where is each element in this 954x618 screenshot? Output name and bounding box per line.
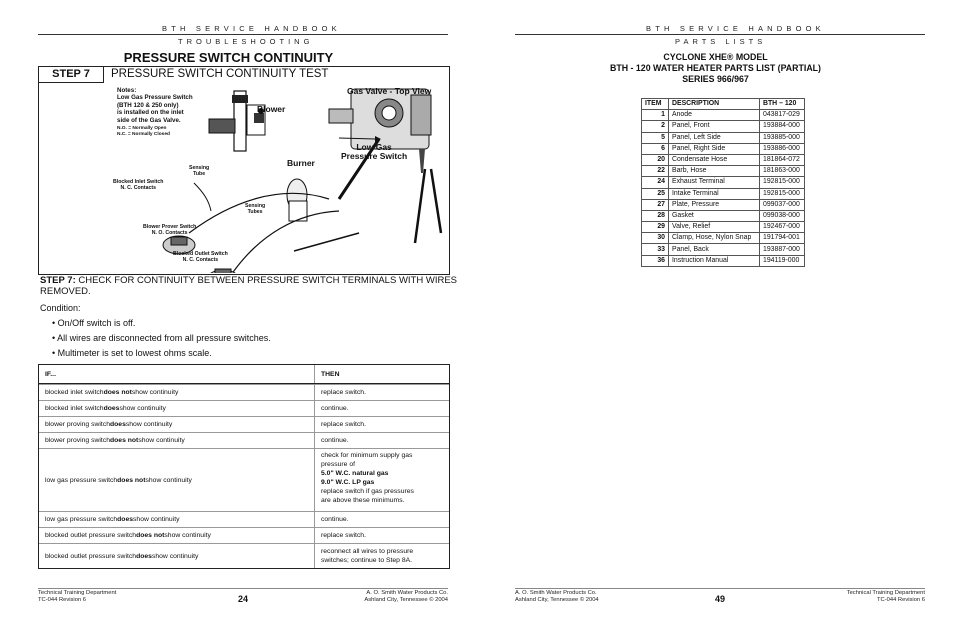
condition-label: Condition: — [40, 303, 81, 313]
description-cell: Valve, Relief — [669, 222, 760, 233]
page-number: 24 — [238, 594, 249, 604]
if-text: show continuity — [151, 552, 199, 560]
page-title: PRESSURE SWITCH CONTINUITY — [123, 50, 334, 65]
header-description: DESCRIPTION — [669, 99, 760, 110]
table-row — [642, 233, 805, 244]
section-header: PARTS LISTS — [675, 37, 767, 46]
header-then: THEN — [321, 370, 340, 378]
table-row — [642, 210, 805, 221]
item-cell: 24 — [642, 177, 669, 188]
blower-prover-line: N. O. Contacts — [151, 230, 188, 236]
blower-prover-label — [143, 224, 196, 236]
table-row — [642, 222, 805, 233]
if-cell — [39, 401, 315, 416]
then-line: are above these minimums. — [321, 497, 405, 504]
table-row — [642, 199, 805, 210]
part-number-cell: 181863-000 — [760, 166, 805, 177]
header-rule — [515, 34, 925, 35]
part-number-cell: 043817-029 — [760, 110, 805, 121]
part-number-cell: 193887-000 — [760, 244, 805, 255]
right-page — [477, 0, 954, 618]
item-cell: 6 — [642, 143, 669, 154]
if-text: show continuity — [131, 389, 179, 396]
if-bold: does — [109, 421, 126, 428]
table-row — [642, 110, 805, 121]
table-row — [39, 527, 449, 543]
if-text: show continuity — [119, 405, 166, 412]
description-cell: Instruction Manual — [669, 255, 760, 266]
footer-line: A. O. Smith Water Products Co. — [515, 590, 597, 596]
parts-list-title — [477, 52, 954, 85]
if-cell — [39, 417, 315, 432]
then-cell — [315, 449, 449, 511]
notes-line: Low Gas Pressure Switch — [117, 94, 193, 102]
footer-line: Ashland City, Tennessee © 2004 — [364, 597, 448, 603]
if-text: blocked inlet switch — [45, 389, 104, 396]
title-line: SERIES 966/967 — [682, 74, 749, 84]
if-bold: does not — [109, 437, 139, 444]
if-bold: does — [136, 552, 152, 560]
item-cell: 20 — [642, 154, 669, 165]
footer-rule — [38, 588, 448, 589]
if-bold: does not — [136, 532, 165, 539]
if-bold: does not — [103, 389, 132, 396]
blocked-inlet-line: N. C. Contacts — [120, 185, 156, 191]
then-cell: continue. — [321, 437, 349, 444]
blocked-inlet-line: Blocked Inlet Switch — [113, 179, 164, 185]
table-row — [39, 416, 449, 432]
description-cell: Exhaust Terminal — [669, 177, 760, 188]
header-bth120: BTH – 120 — [760, 99, 805, 110]
step-label: STEP 7 — [39, 67, 104, 83]
if-text: show continuity — [145, 476, 192, 484]
part-number-cell: 194119-000 — [760, 255, 805, 266]
description-cell: Clamp, Hose, Nylon Snap — [669, 233, 760, 244]
diagram-drawing — [39, 83, 449, 273]
table-row — [642, 255, 805, 266]
if-text: show continuity — [138, 437, 185, 444]
step7-bold: STEP 7: — [40, 275, 76, 286]
handbook-header: BTH SERVICE HANDBOOK — [162, 24, 341, 33]
table-row — [642, 121, 805, 132]
description-cell: Panel, Right Side — [669, 143, 760, 154]
page-number: 49 — [715, 594, 726, 604]
then-line: pressure of — [321, 461, 356, 468]
part-number-cell: 192815-000 — [760, 177, 805, 188]
footer-right — [827, 590, 925, 604]
footer-line: Technical Training Department — [846, 590, 925, 596]
bullet-text: Multimeter is set to lowest ohms scale. — [57, 348, 212, 358]
item-cell: 33 — [642, 244, 669, 255]
if-text: show continuity — [164, 532, 211, 539]
then-line: switches; continue to Step 8A. — [321, 557, 413, 564]
then-line: 5.0" W.C. natural gas — [321, 470, 389, 477]
blower-prover-line: Blower Prover Switch — [143, 224, 197, 230]
then-cell: replace switch. — [321, 389, 366, 396]
blocked-outlet-line: Blocked Outlet Switch — [173, 251, 228, 257]
gas-valve-label: Gas Valve - Top View — [347, 86, 432, 96]
table-row — [642, 132, 805, 143]
footer-rule — [515, 588, 925, 589]
low-gas-line: Pressure Switch — [341, 151, 408, 161]
table-row — [642, 154, 805, 165]
notes-line: is installed on the inlet — [117, 109, 184, 117]
table-row — [39, 543, 449, 568]
description-cell: Anode — [669, 110, 760, 121]
notes-line: Notes: — [117, 87, 137, 94]
if-text: show continuity — [125, 421, 173, 428]
bullet-text: On/Off switch is off. — [57, 318, 136, 328]
item-cell: 30 — [642, 233, 669, 244]
footer-line: Technical Training Department — [38, 590, 117, 596]
sensing-tube-line: Sensing — [189, 165, 210, 171]
blocked-outlet-label — [173, 251, 228, 263]
if-text: low gas pressure switch — [45, 516, 118, 523]
description-cell: Condensate Hose — [669, 154, 760, 165]
step-title: PRESSURE SWITCH CONTINUITY TEST — [111, 68, 329, 80]
footer-left — [515, 590, 599, 604]
part-number-cell: 193885-000 — [760, 132, 805, 143]
blocked-outlet-line: N. C. Contacts — [182, 257, 219, 263]
table-row — [39, 400, 449, 416]
table-row — [642, 244, 805, 255]
title-line: CYCLONE XHE® MODEL — [663, 52, 768, 62]
notes-line: (BTH 120 & 250 only) — [117, 101, 179, 109]
item-cell: 28 — [642, 210, 669, 221]
if-text: blower proving switch — [45, 421, 110, 428]
if-cell — [39, 449, 315, 511]
item-cell: 27 — [642, 199, 669, 210]
pressure-switch-diagram — [39, 83, 449, 273]
header-if: IF... — [39, 365, 315, 383]
bullet-text: All wires are disconnected from all pressure switches. — [57, 333, 271, 343]
part-number-cell: 193886-000 — [760, 143, 805, 154]
bullet-item: • All wires are disconnected from all pressure switches. — [52, 333, 271, 343]
if-then-table — [38, 364, 450, 569]
notes-small-line: N.O. = Normally Open — [117, 126, 167, 132]
blocked-inlet-label — [113, 179, 163, 191]
notes-small-line: N.C. = Normally Closed — [117, 132, 170, 138]
description-cell: Panel, Left Side — [669, 132, 760, 143]
header-rule — [38, 34, 448, 35]
then-line: check for minimum supply gas — [321, 452, 413, 459]
if-cell — [39, 528, 315, 543]
part-number-cell: 099038-000 — [760, 210, 805, 221]
table-header-row — [39, 365, 449, 384]
part-number-cell: 192467-000 — [760, 222, 805, 233]
table-row — [39, 448, 449, 511]
if-text: show continuity — [133, 516, 180, 523]
title-line: BTH - 120 WATER HEATER PARTS LIST (PARTIAL) — [610, 63, 821, 73]
item-cell: 25 — [642, 188, 669, 199]
footer-left — [38, 590, 116, 604]
table-row — [642, 166, 805, 177]
step7-text: CHECK FOR CONTINUITY BETWEEN PRESSURE SWITCH TERMINALS WITH WIRES REMOVED. — [40, 275, 457, 297]
bullet-item: • On/Off switch is off. — [52, 318, 136, 328]
description-cell: Plate, Pressure — [669, 199, 760, 210]
item-cell: 36 — [642, 255, 669, 266]
description-cell: Intake Terminal — [669, 188, 760, 199]
header-item: ITEM — [642, 99, 669, 110]
bullet-item: • Multimeter is set to lowest ohms scale. — [52, 348, 212, 358]
sensing-tubes-label — [245, 203, 265, 215]
if-cell — [39, 544, 315, 568]
if-text: blocked outlet pressure switch — [45, 552, 137, 560]
table-row — [642, 177, 805, 188]
table-row — [39, 511, 449, 527]
item-cell: 1 — [642, 110, 669, 121]
table-row — [642, 188, 805, 199]
low-gas-label — [341, 143, 407, 161]
sensing-tubes-line: Tubes — [247, 209, 263, 215]
if-text: blower proving switch — [45, 437, 110, 444]
item-cell: 22 — [642, 166, 669, 177]
then-line: 9.0" W.C. LP gas — [321, 479, 375, 486]
sensing-tube-label — [189, 165, 209, 177]
if-text: blocked inlet switch — [45, 405, 104, 412]
item-cell: 5 — [642, 132, 669, 143]
description-cell: Barb, Hose — [669, 166, 760, 177]
part-number-cell: 099037-000 — [760, 199, 805, 210]
sensing-tube-line: Tube — [193, 171, 206, 177]
if-cell — [39, 385, 315, 400]
footer-line: TC-044 Revision 6 — [38, 597, 87, 603]
table-row — [39, 384, 449, 400]
then-cell: continue. — [321, 516, 349, 523]
description-cell: Panel, Back — [669, 244, 760, 255]
step7-instruction — [40, 275, 460, 297]
if-text: low gas pressure switch — [45, 476, 118, 484]
if-cell — [39, 433, 315, 448]
parts-table — [641, 98, 805, 267]
burner-label: Burner — [287, 158, 315, 168]
table-row — [642, 143, 805, 154]
item-cell: 29 — [642, 222, 669, 233]
step7-figure-box — [38, 66, 450, 275]
section-header: TROUBLESHOOTING — [178, 37, 314, 46]
sensing-tubes-line: Sensing — [245, 203, 266, 209]
description-cell: Panel, Front — [669, 121, 760, 132]
footer-line: A. O. Smith Water Products Co. — [366, 590, 448, 596]
notes-line: side of the Gas Valve. — [117, 116, 181, 124]
handbook-header: BTH SERVICE HANDBOOK — [646, 24, 825, 33]
low-gas-line: Low Gas — [356, 142, 392, 152]
part-number-cell: 181864-072 — [760, 154, 805, 165]
blower-label: Blower — [257, 104, 286, 114]
then-line: replace switch if gas pressures — [321, 488, 414, 495]
footer-right — [356, 590, 448, 604]
diagram-notes — [117, 87, 193, 138]
if-cell — [39, 512, 315, 527]
footer-line: Ashland City, Tennessee © 2004 — [515, 597, 599, 603]
item-cell: 2 — [642, 121, 669, 132]
then-line: reconnect all wires to pressure — [321, 548, 414, 555]
then-cell: replace switch. — [321, 532, 366, 539]
if-bold: does not — [117, 476, 146, 484]
part-number-cell: 193884-000 — [760, 121, 805, 132]
if-text: blocked outlet pressure switch — [45, 532, 137, 539]
then-cell: replace switch. — [321, 421, 366, 428]
if-bold: does — [117, 516, 134, 523]
table-header-row — [642, 99, 805, 110]
then-cell — [315, 544, 449, 568]
if-bold: does — [103, 405, 120, 412]
footer-line: TC-044 Revision 6 — [876, 597, 925, 603]
table-row — [39, 432, 449, 448]
then-cell: continue. — [321, 405, 349, 412]
part-number-cell: 191794-001 — [760, 233, 805, 244]
part-number-cell: 192815-000 — [760, 188, 805, 199]
description-cell: Gasket — [669, 210, 760, 221]
